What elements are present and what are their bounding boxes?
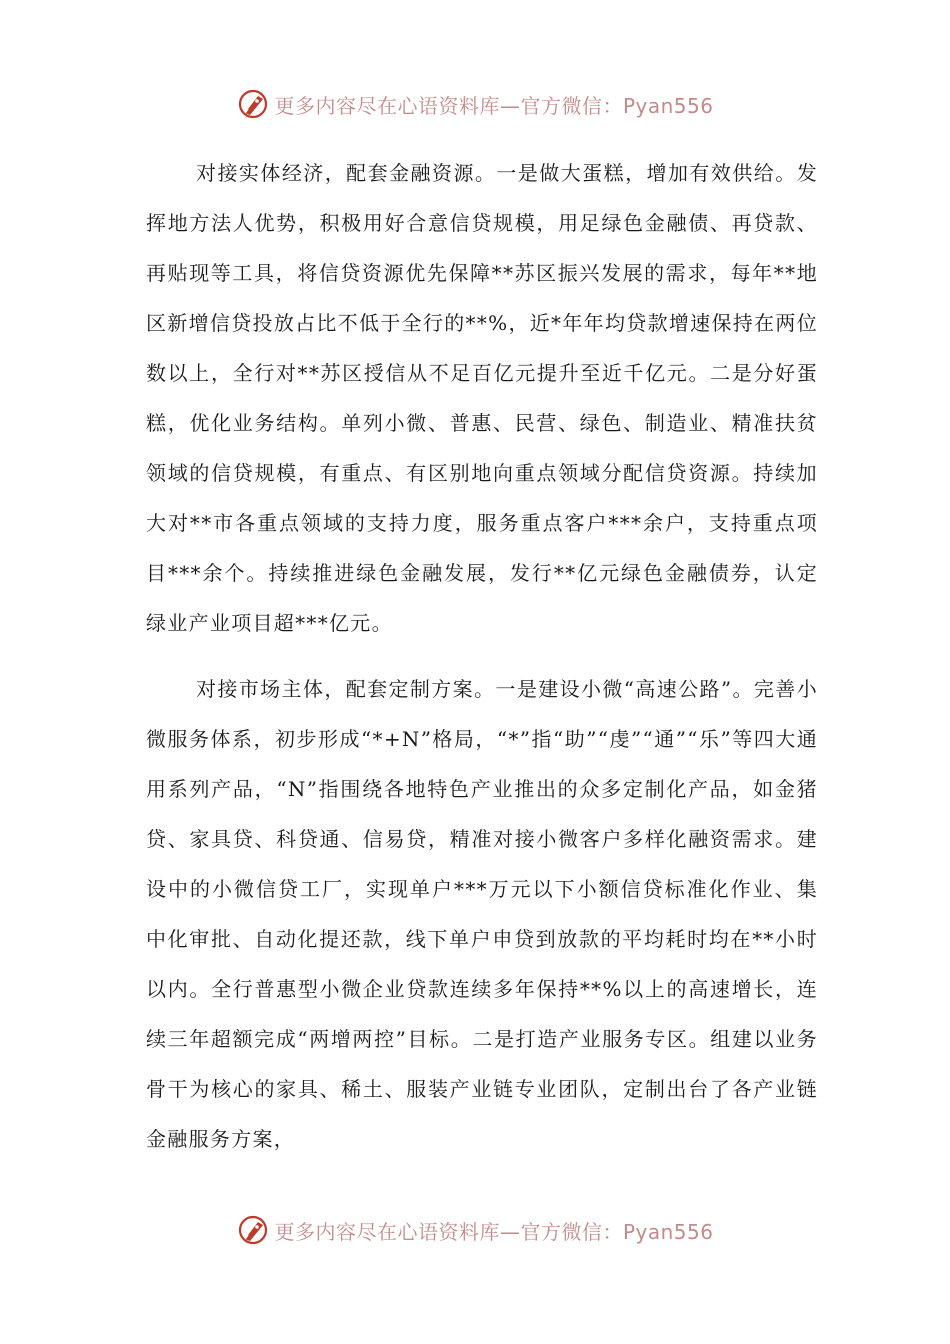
pen-nib-logo-icon bbox=[236, 87, 270, 121]
pen-nib-logo-icon bbox=[236, 1213, 270, 1247]
footer-watermark bbox=[0, 1210, 950, 1250]
paragraph-2: 对接市场主体，配套定制方案。一是建设小微“高速公路”。完善小微服务体系，初步形成“*+N”格局，“*”指“助”“虔”“通”“乐”等四大通用系列产品，“N”指围绕各地特色产业推出的众多定制化产品，如金猪贷、家具贷、科贷通、信易贷，精准对接小微客户多样化融资需求。建设中的小微信贷工厂，实现单户***万元以下小额信贷标准化作业、集中化审批、自动化提还款，线下单户申贷到放款的平均耗时均在**小时以内。全行普惠型小微企业贷款连续多年保持**%以上的高速增长，连续三年超额完成“两增两控”目标。二是打造产业服务专区。组建以业务骨干为核心的家具、稀土、服装产业链专业团队，定制出台了各产业链金融服务方案， bbox=[146, 677, 818, 1151]
header-watermark-text: 更多内容尽在心语资料库—官方微信：Pyan556 bbox=[274, 93, 714, 118]
footer-watermark-text: 更多内容尽在心语资料库—官方微信：Pyan556 bbox=[274, 1219, 714, 1244]
document-body bbox=[146, 148, 818, 1164]
header-watermark bbox=[0, 84, 950, 124]
paragraph-1: 对接实体经济，配套金融资源。一是做大蛋糕，增加有效供给。发挥地方法人优势，积极用好合意信贷规模，用足绿色金融债、再贷款、再贴现等工具，将信贷资源优先保障**苏区振兴发展的需求，每年**地区新增信贷投放占比不低于全行的**%，近*年年均贷款增速保持在两位数以上，全行对**苏区授信从不足百亿元提升至近千亿元。二是分好蛋糕，优化业务结构。单列小微、普惠、民营、绿色、制造业、精准扶贫领域的信贷规模，有重点、有区别地向重点领域分配信贷资源。持续加大对**市各重点领域的支持力度，服务重点客户***余户，支持重点项目***余个。持续推进绿色金融发展，发行**亿元绿色金融债券，认定绿业产业项目超***亿元。 bbox=[146, 161, 818, 635]
